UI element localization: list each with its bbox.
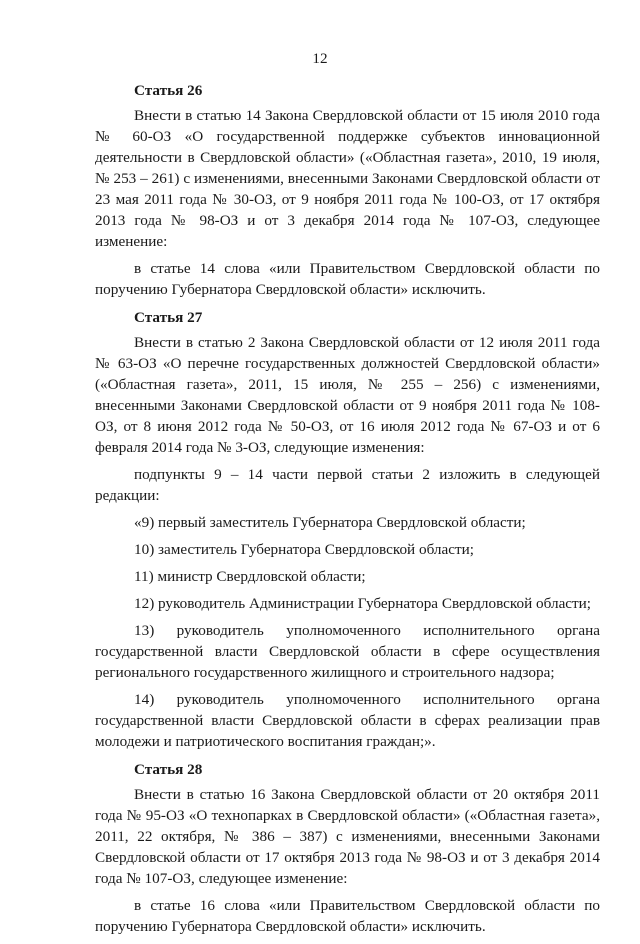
list-item: 10) заместитель Губернатора Свердловской области;: [134, 541, 474, 558]
article-27: [95, 307, 600, 752]
article-paragraph: в статье 14 слова «или Правительством Свердловской области по поручению Губернатора Свердловской области» исключить.: [95, 260, 600, 298]
list-item: 13) руководитель уполномоченного исполнительного органа государственной власти Свердловской области в сфере осуществления регионального государственного жилищного и строительного надзора;: [95, 622, 600, 681]
list-item: 14) руководитель уполномоченного исполнительного органа государственной власти Свердловской области в сферах реализации прав молодежи и патриотического воспитания граждан;».: [95, 691, 600, 750]
list-item: 12) руководитель Администрации Губернатора Свердловской области;: [134, 595, 592, 612]
article-26: [95, 80, 600, 300]
article-paragraph: подпункты 9 – 14 части первой статьи 2 изложить в следующей редакции:: [95, 466, 600, 504]
article-heading: Статья 27: [134, 309, 203, 326]
document-body: [95, 80, 600, 944]
article-heading: Статья 28: [134, 761, 203, 778]
article-paragraph: в статье 16 слова «или Правительством Свердловской области по поручению Губернатора Свердловской области» исключить.: [95, 897, 600, 935]
article-heading: Статья 26: [134, 82, 203, 99]
article-28: [95, 759, 600, 937]
list-item: «9) первый заместитель Губернатора Свердловской области;: [134, 514, 526, 531]
page-number: 12: [312, 50, 328, 67]
article-paragraph: Внести в статью 16 Закона Свердловской области от 20 октября 2011 года № 95-ОЗ «О технопарках в Свердловской области» («Областная газета», 2011, 22 октября, № 386 – 387) с изменениями, внесенными Законами Свердловской области от 17 октября 2013 года № 98-ОЗ и от 3 декабря 2014 года № 107-ОЗ, следующее изменение:: [95, 786, 600, 887]
article-paragraph: Внести в статью 14 Закона Свердловской области от 15 июля 2010 года № 60-ОЗ «О государственной поддержке субъектов инновационной деятельности в Свердловской области» («Областная газета», 2010, 19 июля, № 253 – 261) с изменениями, внесенными Законами Свердловской области от 23 мая 2011 года № 30-ОЗ, от 9 ноября 2011 года № 100-ОЗ, от 17 октября 2013 года № 98-ОЗ и от 3 декабря 2014 года № 107-ОЗ, следующее изменение:: [95, 107, 600, 250]
article-paragraph: Внести в статью 2 Закона Свердловской области от 12 июля 2011 года № 63-ОЗ «О перечне государственных должностей Свердловской области» («Областная газета», 2011, 15 июля, № 255 – 256) с изменениями, внесенными Законами Свердловской области от 9 ноября 2011 года № 108-ОЗ, от 8 июня 2012 года № 50-ОЗ, от 16 июля 2012 года № 67-ОЗ и от 6 февраля 2014 года № 3-ОЗ, следующие изменения:: [95, 334, 600, 456]
list-item: 11) министр Свердловской области;: [134, 568, 366, 585]
